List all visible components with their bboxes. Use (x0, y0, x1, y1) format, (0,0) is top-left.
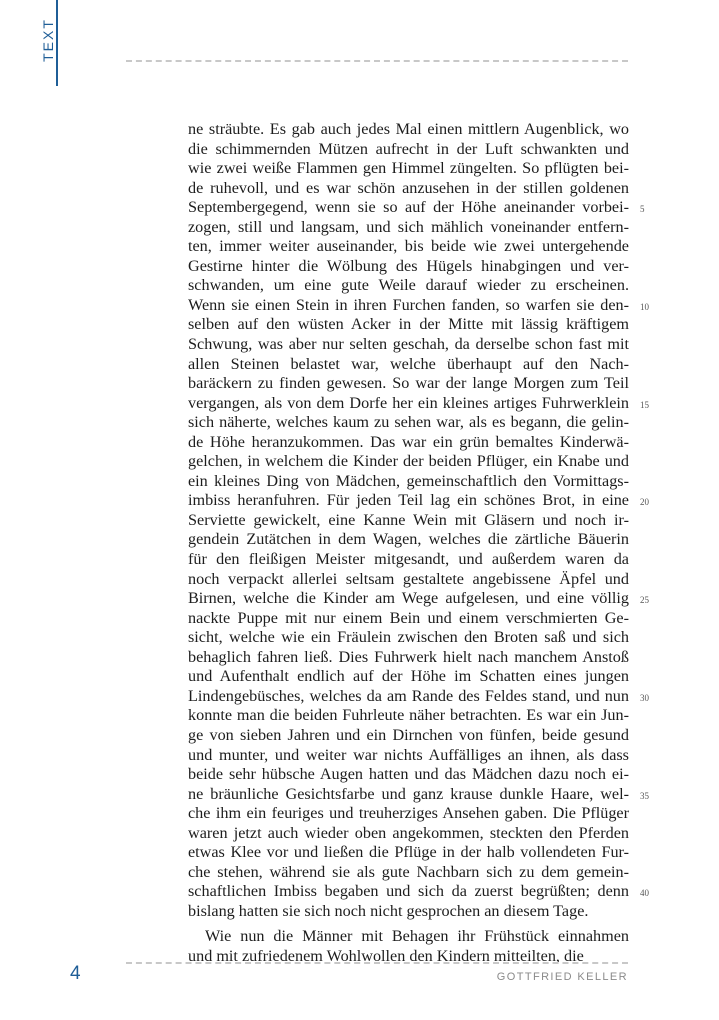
text-line: gelchen, in welchem die Kinder der beiden Pflüger, ein Knabe und (188, 452, 629, 471)
text-line: che ihm ein feuriges und treuherziges Ansehen gaben. Die Pflüger (188, 804, 629, 823)
footer-dashed-rule (126, 962, 628, 964)
section-label (30, 0, 58, 86)
text-line: bislang hatten sie sich noch nicht gesprochen an diesem Tage. (188, 901, 589, 920)
section-label-rule (56, 0, 58, 86)
text-line: vergangen, als von dem Dorfe her ein kleines artiges Fuhrwerklein (188, 393, 629, 412)
text-line: noch verpackt allerlei seltsam gestaltete angebissene Äpfel und (188, 569, 629, 588)
line-number: 20 (640, 497, 649, 508)
text-line: zogen, still und langsam, und sich mählich voneinander entfern- (188, 217, 629, 236)
text-line: die schimmernden Mützen aufrecht in der Luft schwankten und (188, 139, 629, 158)
line-number: 10 (640, 301, 649, 312)
text-line: und Aufenthalt endlich auf der Höhe im Schatten eines jungen (188, 667, 629, 686)
text-line: Serviette gewickelt, eine Kanne Wein mit Gläsern und noch ir- (188, 510, 629, 529)
text-line: allen Steinen belastet war, welche überhaupt auf den Nach- (188, 354, 629, 373)
text-line: imbiss heranfuhren. Für jeden Teil lag ein schönes Brot, in eine (188, 491, 629, 510)
text-line: che stehen, während sie als gute Nachbarn sich zu dem gemein- (188, 862, 629, 881)
text-line: ein kleines Ding von Mädchen, gemeinschaftlich den Vormittags- (188, 471, 629, 490)
text-line: Schwung, was aber nur selten geschah, da derselbe schon fast mit (188, 335, 629, 354)
text-line: Gestirne hinter die Wölbung des Hügels hinabgingen und ver- (188, 256, 629, 275)
text-line: schwanden, um eine gute Weile darauf wieder zu erscheinen. (188, 276, 629, 295)
text-line: ten, immer weiter auseinander, bis beide wie zwei untergehende (188, 237, 629, 256)
body-text (188, 120, 629, 967)
text-line: Wenn sie einen Stein in ihren Furchen fanden, so warfen sie den- (188, 295, 629, 314)
line-number: 5 (640, 204, 645, 215)
text-line: sicht, welche wie ein Fräulein zwischen den Broten saß und sich (188, 628, 629, 647)
line-number: 15 (640, 399, 649, 410)
text-line: Septembergegend, wenn sie so auf der Höhe aneinander vorbei- (188, 198, 629, 217)
text-line: selben auf den wüsten Acker in der Mitte mit lässig kräftigem (188, 315, 629, 334)
text-line: ne bräunliche Gesichtsfarbe und ganz krause dunkle Haare, wel- (188, 784, 629, 803)
text-line: etwas Klee vor und ließen die Pflüge in der halb vollendeten Fur- (188, 843, 629, 862)
text-line: für den fleißigen Meister mitgesandt, und außerdem waren da (188, 550, 629, 569)
text-line: sich näherte, welches kaum zu sehen war, als es begann, die gelin- (188, 413, 629, 432)
text-line: Wie nun die Männer mit Behagen ihr Frühstück einnahmen (205, 927, 629, 946)
text-line: Birnen, welche die Kinder am Wege aufgelesen, und eine völlig (188, 589, 629, 608)
text-line: de Höhe heranzukommen. Das war ein grün bemaltes Kinderwä- (188, 432, 629, 451)
line-number: 35 (640, 790, 649, 801)
text-line: schaftlichen Imbiss begaben und sich da zuerst begrüßten; denn (188, 882, 629, 901)
text-line: de ruhevoll, und es war schön anzusehen in der stillen goldenen (188, 178, 629, 197)
text-line: behaglich fahren ließ. Dies Fuhrwerk hielt nach manchem Anstoß (188, 647, 629, 666)
running-footer-author: GOTTFRIED KELLER (496, 971, 628, 983)
page-number: 4 (70, 963, 81, 984)
line-number: 30 (640, 692, 649, 703)
text-line: ge von sieben Jahren und ein Dirnchen von fünfen, beide gesund (188, 725, 629, 744)
text-line: Lindengebüsches, welches da am Rande des Feldes stand, und nun (188, 686, 629, 705)
text-line: und mit zufriedenem Wohlwollen den Kindern mitteilten, die (188, 946, 584, 965)
text-line: gendein Zutätchen in dem Wagen, welches die zärtliche Bäuerin (188, 530, 629, 549)
line-number: 40 (640, 888, 649, 899)
text-line: waren jetzt auch wieder oben angekommen, steckten den Pferden (188, 823, 629, 842)
text-line: und munter, und weiter war nichts Auffälliges an ihnen, als dass (188, 745, 629, 764)
section-label-text: TEXT (39, 18, 56, 62)
text-line: wie zwei weiße Flammen gen Himmel züngelten. So pflügten bei- (188, 159, 629, 178)
text-line: beide sehr hübsche Augen hatten und das Mädchen dazu noch ei- (188, 765, 629, 784)
text-line: konnte man die beiden Fuhrleute näher betrachten. Es war ein Jun- (188, 706, 629, 725)
text-line: ne sträubte. Es gab auch jedes Mal einen mittlern Augenblick, wo (188, 120, 629, 138)
text-line: nackte Puppe mit nur einem Bein und einem verschmierten Ge- (188, 608, 629, 627)
header-dashed-rule (126, 60, 628, 62)
text-line: baräckern zu finden gewesen. So war der lange Morgen zum Teil (188, 374, 629, 393)
line-number: 25 (640, 595, 649, 606)
